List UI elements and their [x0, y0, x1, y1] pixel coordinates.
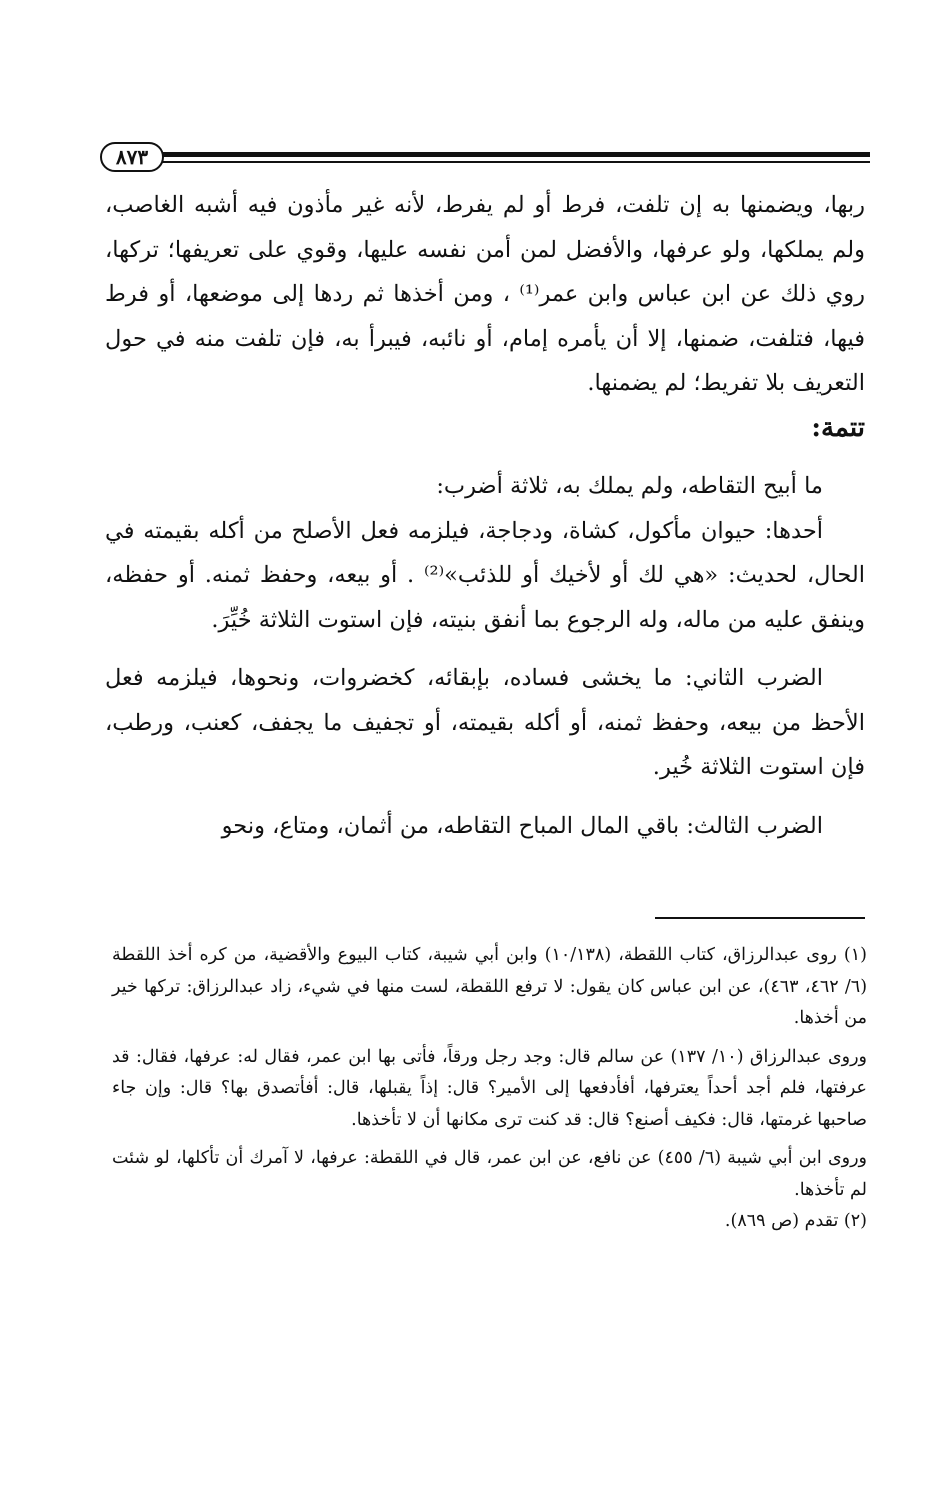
paragraph-3: أحدها: حيوان مأكول، كشاة، ودجاجة، فيلزمه فعل الأصلح من أكله بقيمته في الحال، لحديث: «هي لك أو لأخيك أو للذئب»⁽²⁾ . أو بيعه، وحفظ ثمنه. أو حفظه، وينفق عليه من ماله، وله الرجوع بما أنفق بنيته، فإن استوت الثلاثة خُيِّرَ.: [105, 517, 865, 633]
paragraph-2: ما أبيح التقاطه، ولم يملك به، ثلاثة أضرب:: [436, 473, 823, 499]
footnote-2: (٢) تقدم (ص ٨٦٩).: [724, 1211, 867, 1231]
footnote-1-continued-a: وروى عبدالرزاق (١٠/ ١٣٧) عن سالم قال: وجد رجل ورقاً، فأتى بها ابن عمر، فقال له: عرفها، فقال: قد عرفتها، فلم أجد أحداً يعترفها، أفأدفعها إلى الأمير؟ قال: إذاً يقبلها، قال: أفأتصدق بها؟ قال: وإن جاء صاحبها غرمتها، قال: فكيف أصنع؟ قال: قد كنت ترى مكانها أن لا تأخذها.: [112, 1046, 867, 1130]
paragraph-5: الضرب الثالث: باقي المال المباح التقاطه، من أثمان، ومتاع، ونحو: [221, 812, 823, 839]
header-rule-thick: [160, 152, 870, 157]
paragraph-4: الضرب الثاني: ما يخشى فساده، بإبقائه، كخضروات، ونحوها، فيلزمه فعل الأحظ من بيعه، وحفظ ثمنه، أو أكله بقيمته، أو تجفيف ما يجفف، كعنب، ورطب، فإن استوت الثلاثة خُير.: [105, 665, 865, 780]
main-text: [105, 183, 865, 848]
footnote-1: (١) روى عبدالرزاق، كتاب اللقطة، (١٠/١٣٨) وابن أبي شيبة، كتاب البيوع والأقضية، من كره أخذ اللقطة (٦/ ٤٦٢، ٤٦٣)، عن ابن عباس كان يقول: لا ترفع اللقطة، لست منها في شيء، زاد عبدالرزاق: تركها خير من أخذها.: [112, 945, 868, 1028]
section-heading: تتمة:: [811, 412, 865, 443]
page-number: ٨٧٣: [100, 142, 164, 172]
footnote-1-continued-b: وروى ابن أبي شيبة (٦/ ٤٥٥) عن نافع، عن ابن عمر، قال في اللقطة: عرفها، لا آمرك أن تأكلها، لو شئت لم تأخذها.: [112, 1148, 868, 1200]
page-header: [100, 142, 870, 182]
footnotes: [112, 940, 867, 1238]
footnote-separator: [655, 917, 865, 919]
paragraph-1: ربها، ويضمنها به إن تلفت، فرط أو لم يفرط، لأنه غير مأذون فيه أشبه الغاصب، ولم يملكها، ولو عرفها، والأفضل لمن أمن نفسه عليها، وقوي على تعريفها؛ تركها، روي ذلك عن ابن عباس وابن عمر⁽¹⁾ ، ومن أخذها ثم ردها إلى موضعها، أو فرط فيها، فتلفت، ضمنها، إلا أن يأمره إمام، أو نائبه، فيبرأ به، فإن تلفت منه في حول التعريف بلا تفريط؛ لم يضمنها.: [105, 192, 865, 396]
header-rule-thin: [160, 161, 870, 163]
